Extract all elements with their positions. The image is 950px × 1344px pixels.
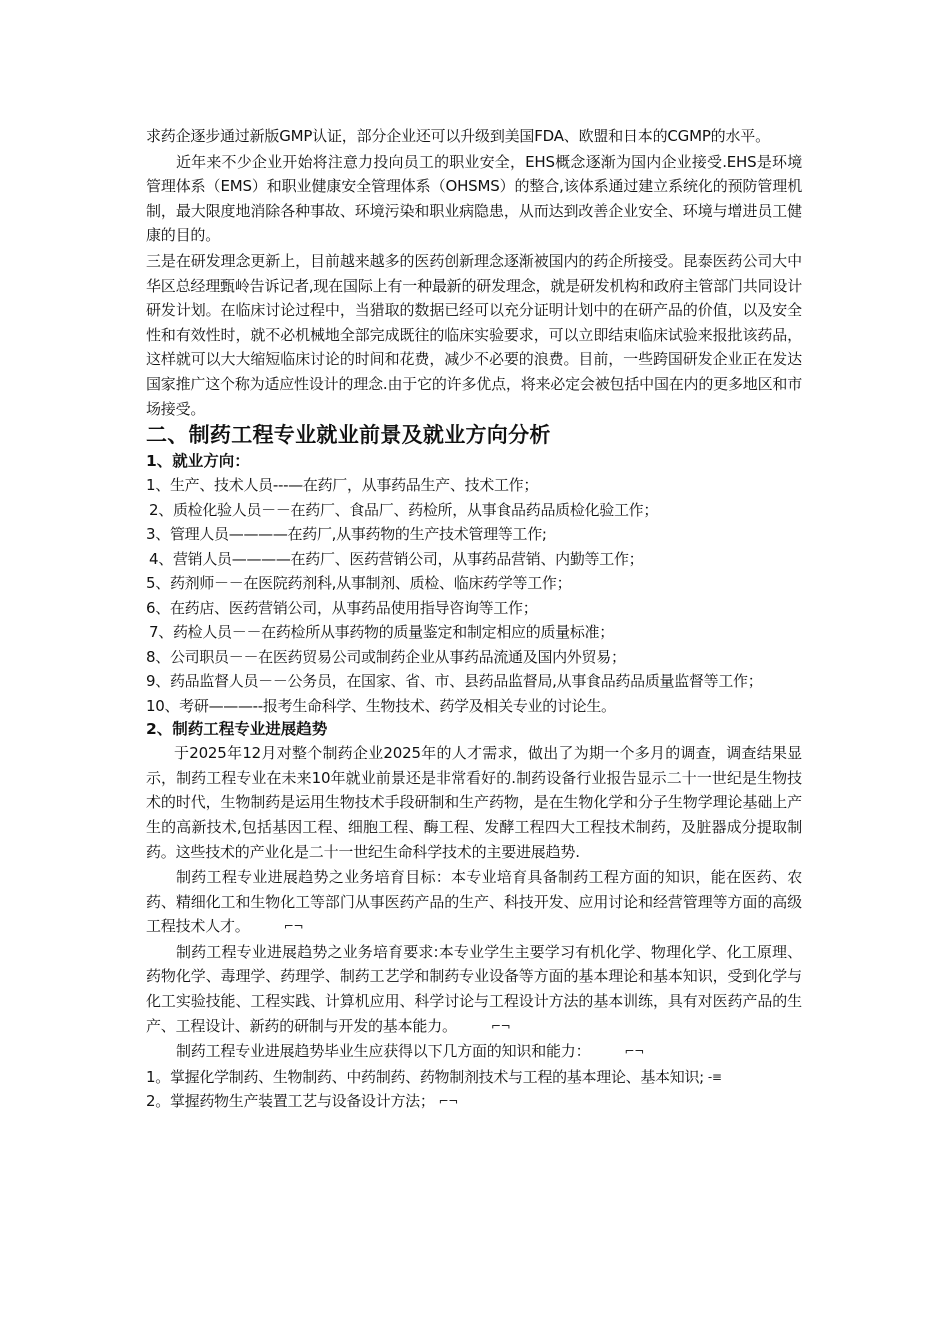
trend-paragraph-survey: 于2025年12月对整个制药企业2025年的人才需求，做出了为期一个多月的调查，调查结果显示，制药工程专业在未来10年就业前景还是非常看好的.制药设备行业报告显示二十一世纪是生物技术的时代，生物制药是运用生物技术手段研制和生产药物，是在生物化学和分子生物学理论基础上产生的高新技术,包括基因工程、细胞工程、酶工程、发酵工程四大工程技术制药，及脏器成分提取制药。这些技术的产业化是二十一世纪生命科学技术的主要进展趋势.: [146, 744, 802, 861]
page-content: [146, 124, 802, 1114]
trend-paragraph-requirements-text: 制药工程专业进展趋势之业务培育要求:本专业学生主要学习有机化学、物理化学、化工原理、药物化学、毒理学、药理学、制药工艺学和制药专业设备等方面的基本理论和基本知识，受到化学与化工实验技能、工程实践、计算机应用、科学讨论与工程设计方法的基本训练，具有对医药产品的生产、工程设计、新药的研制与开发的基本能力。: [146, 942, 802, 1035]
employment-item: 9、药品监督人员－－公务员，在国家、省、市、县药品监督局,从事食品药品质量监督等工作；: [146, 672, 763, 691]
employment-item: 6、在药店、医药营销公司，从事药品使用指导咨询等工作；: [146, 598, 538, 617]
employment-item: 4、营销人员————在药厂、医药营销公司，从事药品营销、内勤等工作；: [149, 549, 644, 568]
employment-item: 2、质检化验人员－－在药厂、食品厂、药检所，从事食品药品质检化验工作；: [149, 500, 659, 519]
trend-paragraph-abilities-intro: [146, 1039, 802, 1064]
employment-item: 10、考研———--报考生命科学、生物技术、药学及相关专业的讨论生。: [146, 696, 616, 715]
ability-item: [146, 1065, 802, 1090]
employment-item: 3、管理人员————在药厂,从事药物的生产技术管理等工作;: [146, 525, 547, 544]
ability-item: [146, 1089, 802, 1114]
trend-paragraph-abilities-intro-text: 制药工程专业进展趋势毕业生应获得以下几方面的知识和能力：: [176, 1042, 591, 1061]
employment-list: [146, 473, 802, 718]
employment-heading: 1、就业方向：: [146, 452, 250, 471]
employment-item: 8、公司职员－－在医药贸易公司或制药企业从事药品流通及国内外贸易；: [146, 647, 626, 666]
employment-item: 1、生产、技术人员---—在药厂，从事药品生产、技术工作；: [146, 476, 539, 495]
intro-paragraph-ehs: 近年来不少企业开始将注意力投向员工的职业安全，EHS概念逐渐为国内企业接受.EHS是环境管理体系（EMS）和职业健康安全管理体系（OHSMS）的整合,该体系通过建立系统化的预防管理机制，最大限度地消除各种事故、环境污染和职业病隐患，从而达到改善企业安全、环境与增进员工健康的目的。: [146, 152, 802, 245]
employment-item: 5、药剂师－－在医院药剂科,从事制剂、质检、临床药学等工作；: [146, 574, 572, 593]
intro-paragraph-rnd: 三是在研发理念更新上，目前越来越多的医药创新理念逐渐被国内的药企所接受。昆泰医药公司大中华区总经理甄岭告诉记者,现在国际上有一种最新的研发理念，就是研发机构和政府主管部门共同设计研发计划。在临床讨论过程中，当猎取的数据已经可以充分证明计划中的在研产品的价值，以及安全性和有效性时，就不必机械地全部完成既往的临床实验要求，可以立即结束临床试验来报批该药品，这样就可以大大缩短临床讨论的时间和花费，减少不必要的浪费。目前，一些跨国研发企业正在发达国家推广这个称为适应性设计的理念.由于它的许多优点，将来必定会被包括中国在内的更多地区和市场接受。: [146, 251, 802, 418]
intro-paragraph-1: 求药企逐步通过新版GMP认证，部分企业还可以升级到美国FDA、欧盟和日本的CGMP的水平。: [146, 127, 770, 145]
paragraph-mark-icon: ⌐¬: [490, 1018, 511, 1033]
list-mark-icon: -≡: [707, 1069, 722, 1084]
section-2-title: 二、制药工程专业就业前景及就业方向分析: [146, 423, 551, 448]
ability-item-text: 2。掌握药物生产装置工艺与设备设计方法；: [146, 1092, 435, 1111]
ability-item-text: 1。掌握化学制药、生物制药、中药制药、药物制剂技术与工程的基本理论、基本知识;: [146, 1067, 704, 1086]
paragraph-mark-icon: ⌐¬: [438, 1094, 459, 1109]
paragraph-mark-icon: ⌐¬: [624, 1044, 645, 1059]
trend-paragraph-goal-text: 制药工程专业进展趋势之业务培育目标：本专业培育具备制药工程方面的知识，能在医药、农药、精细化工和生物化工等部门从事医药产品的生产、科技开发、应用讨论和经营管理等方面的高级工程技术人才。: [146, 868, 802, 936]
trend-paragraph-goal: [146, 865, 802, 939]
trend-heading: 2、制药工程专业进展趋势: [146, 720, 328, 739]
paragraph-mark-icon: ⌐¬: [283, 919, 304, 934]
employment-item: 7、药检人员－－在药检所从事药物的质量鉴定和制定相应的质量标准；: [149, 623, 614, 642]
trend-paragraph-requirements: [146, 940, 802, 1038]
